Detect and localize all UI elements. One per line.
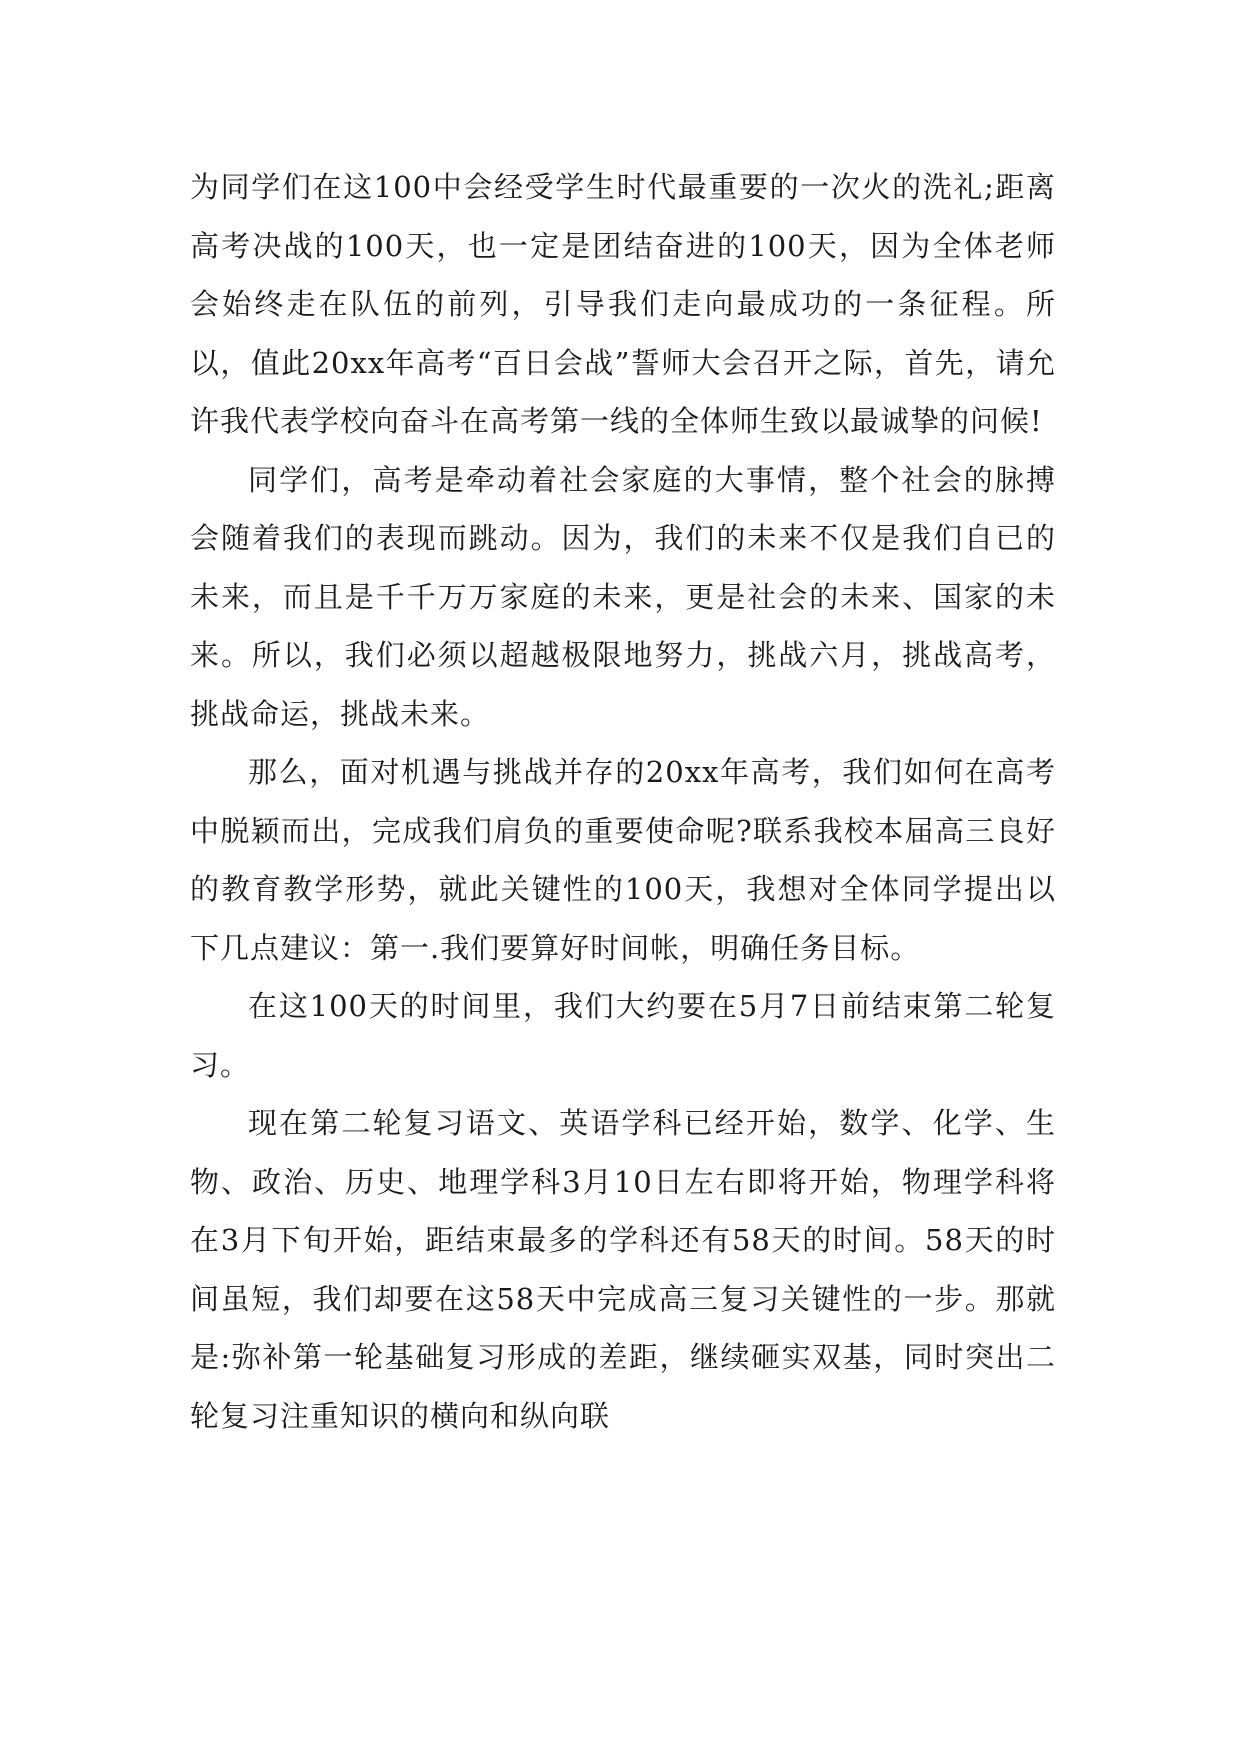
paragraph-2: 同学们，高考是牵动着社会家庭的大事情，整个社会的脉搏会随着我们的表现而跳动。因为，我们的未来不仅是我们自已的未来，而且是千千万万家庭的未来，更是社会的未来、国家的未来。所以，我们必须以超越极限地努力，挑战六月，挑战高考，挑战命运，挑战未来。 [190, 462, 1056, 731]
document-body [190, 158, 1056, 1445]
paragraph-3: 那么，面对机遇与挑战并存的20xx年高考，我们如何在高考中脱颖而出，完成我们肩负的重要使命呢?联系我校本届高三良好的教育教学形势，就此关键性的100天，我想对全体同学提出以下几点建议：第一.我们要算好时间帐，明确任务目标。 [190, 755, 1056, 965]
paragraph-5: 现在第二轮复习语文、英语学科已经开始，数学、化学、生物、政治、历史、地理学科3月10日左右即将开始，物理学科将在3月下旬开始，距结束最多的学科还有58天的时间。58天的时间虽短，我们却要在这58天中完成高三复习关键性的一步。那就是:弥补第一轮基础复习形成的差距，继续砸实双基，同时突出二轮复习注重知识的横向和纵向联 [190, 1106, 1056, 1433]
paragraph-1: 为同学们在这100中会经受学生时代最重要的一次火的洗礼;距离高考决战的100天，也一定是团结奋进的100天，因为全体老师会始终走在队伍的前列，引导我们走向最成功的一条征程。所以，值此20xx年高考“百日会战”誓师大会召开之际，首先，请允许我代表学校向奋斗在高考第一线的全体师生致以最诚挚的问候! [190, 170, 1056, 438]
paragraph-4: 在这100天的时间里，我们大约要在5月7日前结束第二轮复习。 [190, 989, 1056, 1082]
